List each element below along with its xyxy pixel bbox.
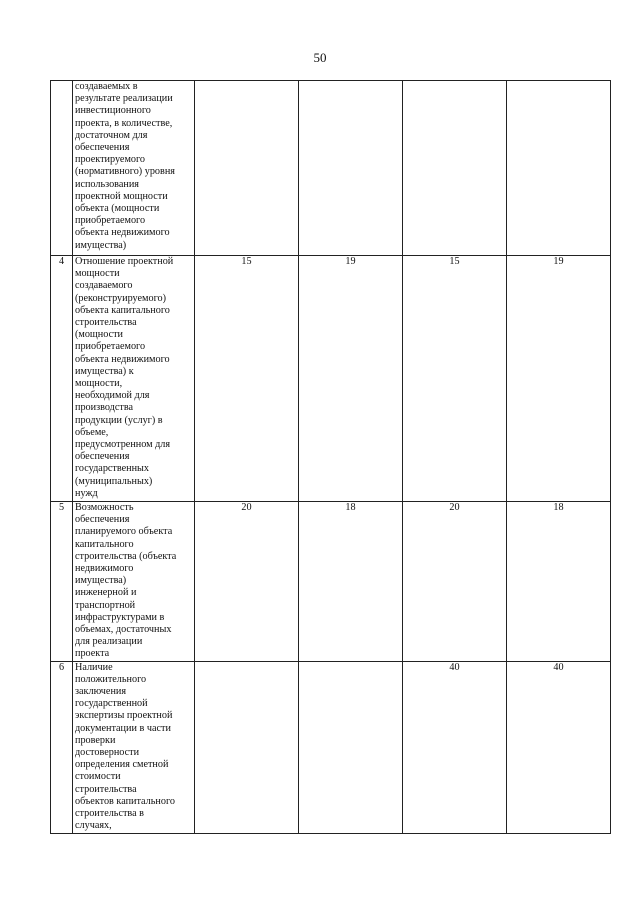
row-number-cell: 6: [51, 661, 73, 833]
value-cell: 19: [507, 256, 611, 502]
table-row: [51, 502, 611, 662]
table-row: [51, 661, 611, 833]
value-cell: 15: [195, 256, 299, 502]
value-cell: [299, 81, 403, 256]
value-cell: 40: [403, 661, 507, 833]
row-number-cell: [51, 81, 73, 256]
value-cell: 20: [195, 502, 299, 662]
value-cell: [195, 81, 299, 256]
criterion-cell: Отношение проектной мощности создаваемого (реконструируемого) объекта капитального строительства (мощности приобретаемого объекта недвижимого имущества) к мощности, необходимой для производства продукции (услуг) в объеме, предусмотренном для обеспечения государственных (муниципальных) нужд: [73, 256, 195, 502]
table-row: [51, 256, 611, 502]
value-cell: 18: [299, 502, 403, 662]
criterion-cell: Возможность обеспечения планируемого объекта капитального строительства (объекта недвижимого имущества) инженерной и транспортной инфраструктурами в объемах, достаточных для реализации проекта: [73, 502, 195, 662]
value-cell: 19: [299, 256, 403, 502]
value-cell: [299, 661, 403, 833]
value-cell: [403, 81, 507, 256]
value-cell: 15: [403, 256, 507, 502]
value-cell: 18: [507, 502, 611, 662]
value-cell: 40: [507, 661, 611, 833]
row-number-cell: 5: [51, 502, 73, 662]
criterion-cell: создаваемых в результате реализации инвестиционного проекта, в количестве, достаточном для обеспечения проектируемого (нормативного) уровня использования проектной мощности объекта (мощности приобретаемого объекта недвижимого имущества): [73, 81, 195, 256]
value-cell: [195, 661, 299, 833]
value-cell: 20: [403, 502, 507, 662]
criterion-cell: Наличие положительного заключения государственной экспертизы проектной документации в части проверки достоверности определения сметной стоимости строительства объектов капитального строительства в случаях,: [73, 661, 195, 833]
value-cell: [507, 81, 611, 256]
criteria-table: [50, 80, 611, 834]
page-number: 50: [313, 50, 327, 65]
table-row: [51, 81, 611, 256]
row-number-cell: 4: [51, 256, 73, 502]
